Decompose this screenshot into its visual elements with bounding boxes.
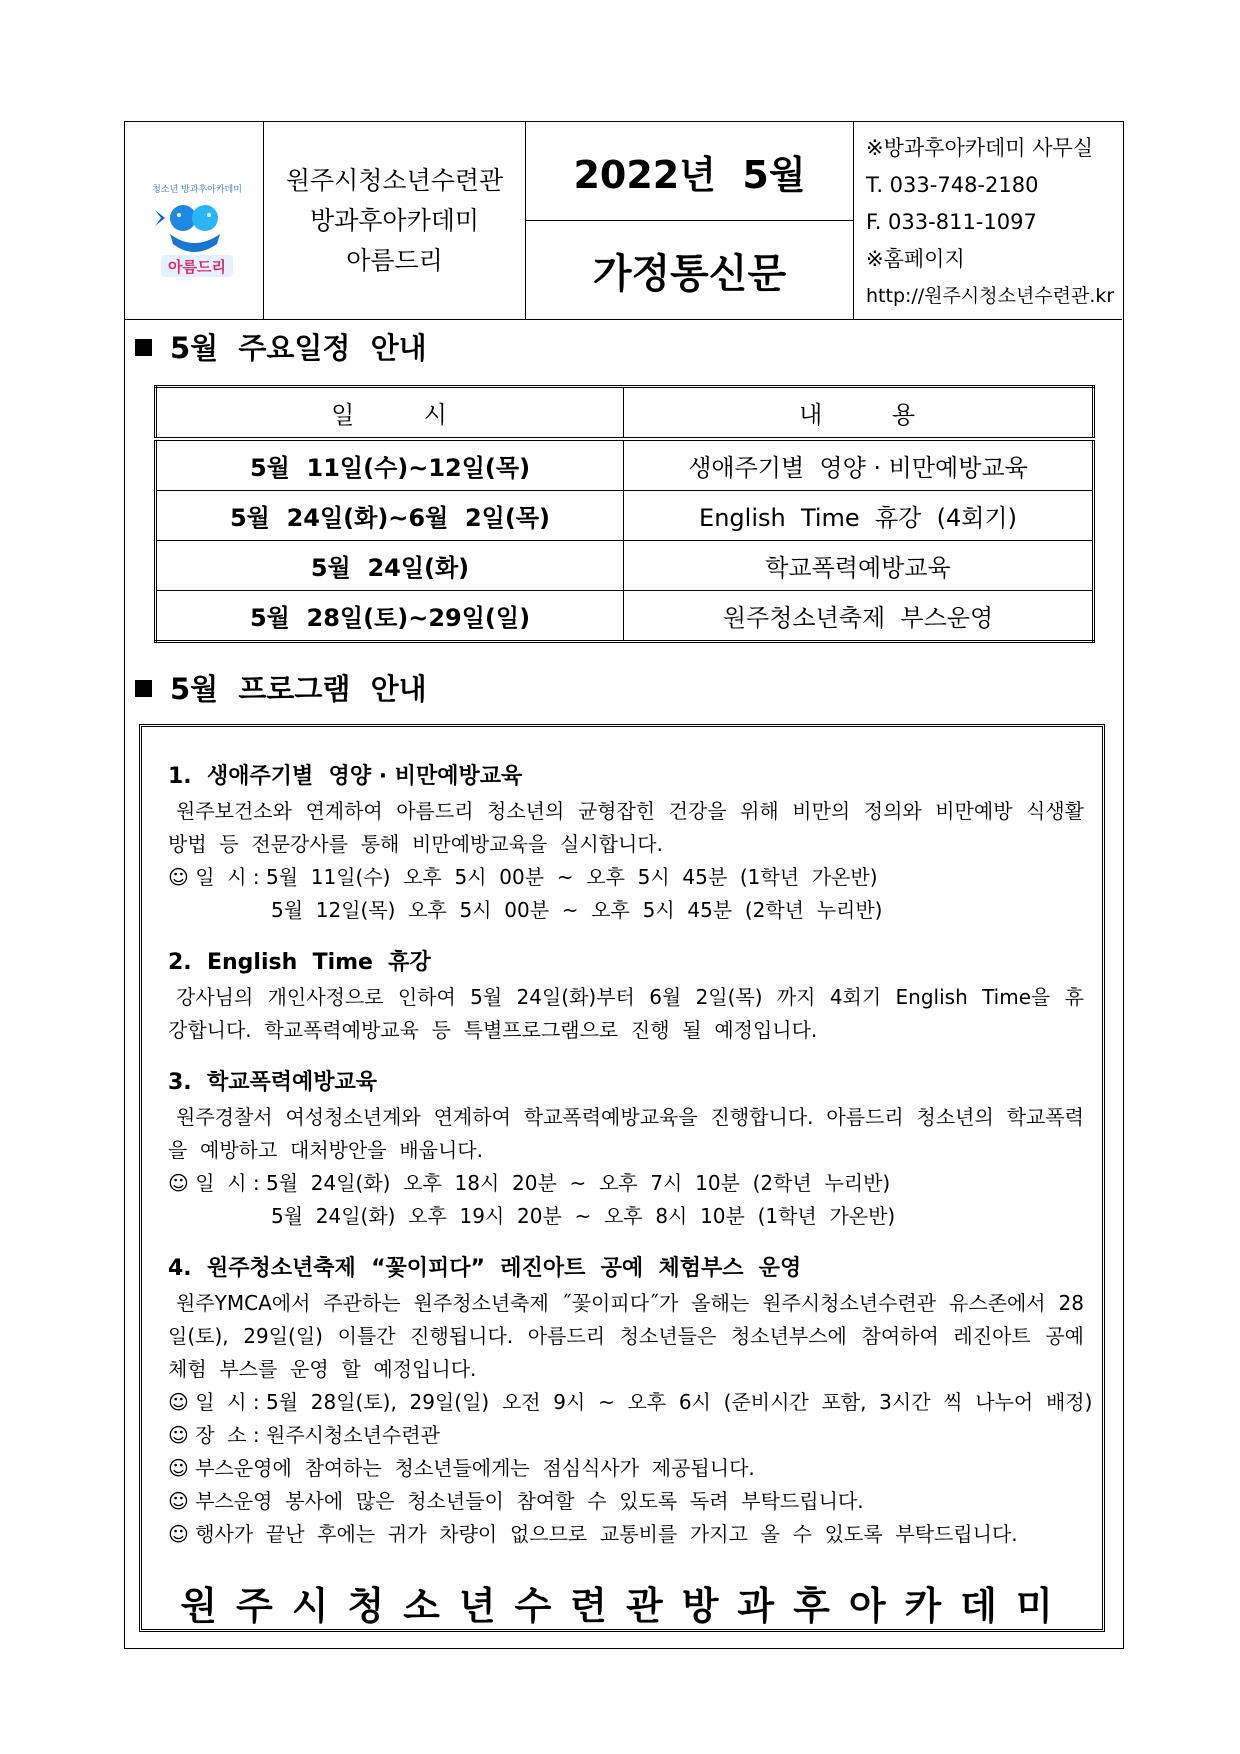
- schedule-date: 5월 24일(화): [156, 541, 624, 591]
- homepage-url[interactable]: http://원주시청소년수련관.kr: [866, 285, 1115, 307]
- org-line: 아름드리: [346, 245, 443, 275]
- header: [125, 122, 1122, 320]
- square-bullet-icon: [135, 339, 152, 356]
- table-row: [156, 591, 1094, 642]
- column-header-content: 내 용: [624, 387, 1094, 440]
- schedule-content: 생애주기별 영양 · 비만예방교육: [624, 439, 1094, 491]
- program-item-line: ☺ 일 시 : 5월 28일(토), 29일(일) 오전 9시 ~ 오후 6시 (준비시간 포함, 3시간 씩 나누어 배정): [168, 1390, 1093, 1414]
- logo-figure-right: [192, 205, 218, 231]
- homepage-label: ※홈페이지: [866, 247, 965, 271]
- schedule-content: 원주청소년축제 부스운영: [624, 591, 1094, 642]
- logo-text-top: 청소년 방과후아카데미: [152, 185, 242, 195]
- schedule-content: 학교폭력예방교육: [624, 541, 1094, 591]
- program-item-line: ☺ 일 시 : 5월 11일(수) 오후 5시 00분 ~ 오후 5시 45분 (1학년 가온반): [168, 865, 878, 889]
- program-item-line: 5월 24일(화) 오후 19시 20분 ~ 오후 8시 10분 (1학년 가온반): [271, 1204, 896, 1228]
- program-item-desc: 원주YMCA에서 주관하는 원주청소년축제 ˝꽃이피다˝가 올해는 원주시청소년수련관 유스존에서 28일(토), 29일(일) 이틀간 진행됩니다. 아름드리 청소년들은 청소년부스에 참여하여 레진아트 공예체험 부스를 운영 할 예정입니다.: [168, 1291, 1084, 1381]
- organization-name: [264, 122, 526, 319]
- phone-number: T. 033-748-2180: [866, 173, 1039, 197]
- program-item-line: ☺ 부스운영에 참여하는 청소년들에게는 점심식사가 제공됩니다.: [168, 1456, 755, 1480]
- program-item-desc: 원주보건소와 연계하여 아름드리 청소년의 균형잡힌 건강을 위해 비만의 정의와 비만예방 식생활 방법 등 전문강사를 통해 비만예방교육을 실시합니다.: [168, 799, 1097, 856]
- table-row: [156, 491, 1094, 541]
- schedule-content: English Time 휴강 (4회기): [624, 491, 1094, 541]
- program-item-line: 5월 12일(목) 오후 5시 00분 ~ 오후 5시 45분 (2학년 누리반): [271, 898, 883, 922]
- document-title: 가정통신문: [592, 250, 787, 297]
- program-heading: 5월 프로그램 안내: [135, 667, 427, 708]
- schedule-date: 5월 28일(토)~29일(일): [156, 591, 624, 642]
- program-item-line: ☺ 행사가 끝난 후에는 귀가 차량이 없으므로 교통비를 가지고 올 수 있도록 부탁드립니다.: [168, 1522, 1018, 1546]
- table-row: [156, 541, 1094, 591]
- fax-number: F. 033-811-1097: [866, 210, 1037, 234]
- academy-logo: [125, 122, 264, 319]
- title-cell: [526, 122, 854, 319]
- table-row: [156, 439, 1094, 491]
- schedule-date: 5월 11일(수)~12일(목): [156, 439, 624, 491]
- program-item-title: 1. 생애주기별 영양 · 비만예방교육: [168, 764, 523, 789]
- org-line: 방과후아카데미: [309, 205, 480, 235]
- program-item-desc: 강사님의 개인사정으로 인하여 5월 24일(화)부터 6월 2일(목) 까지 4회기 English Time을 휴강합니다. 학교폭력예방교육 등 특별프로그램으로 진행 될 예정입니다.: [168, 985, 1084, 1042]
- contact-info: [854, 122, 1122, 319]
- program-item-line: ☺ 장 소 : 원주시청소년수련관: [168, 1423, 440, 1447]
- program-item-title: 4. 원주청소년축제 “꽃이피다” 레진아트 공예 체험부스 운영: [168, 1256, 802, 1281]
- program-content: [168, 755, 1097, 1628]
- program-item-line: ☺ 부스운영 봉사에 많은 청소년들이 참여할 수 있도록 독려 부탁드립니다.: [168, 1489, 864, 1513]
- program-item-line: ☺ 일 시 : 5월 24일(화) 오후 18시 20분 ~ 오후 7시 10분 (2학년 누리반): [168, 1171, 891, 1195]
- program-item-desc: 원주경찰서 여성청소년계와 연계하여 학교폭력예방교육을 진행합니다. 아름드리 청소년의 학교폭력을 예방하고 대처방안을 배웁니다.: [168, 1105, 1084, 1162]
- program-item-title: 2. English Time 휴강: [168, 950, 431, 975]
- schedule-date: 5월 24일(화)~6월 2일(목): [156, 491, 624, 541]
- footer-signature: 원주시청소년수련관방과후아카데미: [180, 1584, 1072, 1628]
- schedule-heading: 5월 주요일정 안내: [135, 326, 427, 367]
- schedule-table: [154, 385, 1095, 643]
- program-item-title: 3. 학교폭력예방교육: [168, 1070, 377, 1095]
- logo-text-bottom: 아름드리: [168, 258, 226, 276]
- office-label: ※방과후아카데미 사무실: [866, 136, 1094, 160]
- issue-date: 2022년 5월: [526, 122, 853, 221]
- column-header-date: 일 시: [156, 387, 624, 440]
- newsletter-frame: [124, 121, 1124, 1649]
- logo-cell: [125, 122, 264, 319]
- program-box: [139, 724, 1105, 1632]
- table-header-row: [156, 387, 1094, 440]
- org-line: 원주시청소년수련관: [285, 165, 504, 195]
- square-bullet-icon: [135, 680, 152, 697]
